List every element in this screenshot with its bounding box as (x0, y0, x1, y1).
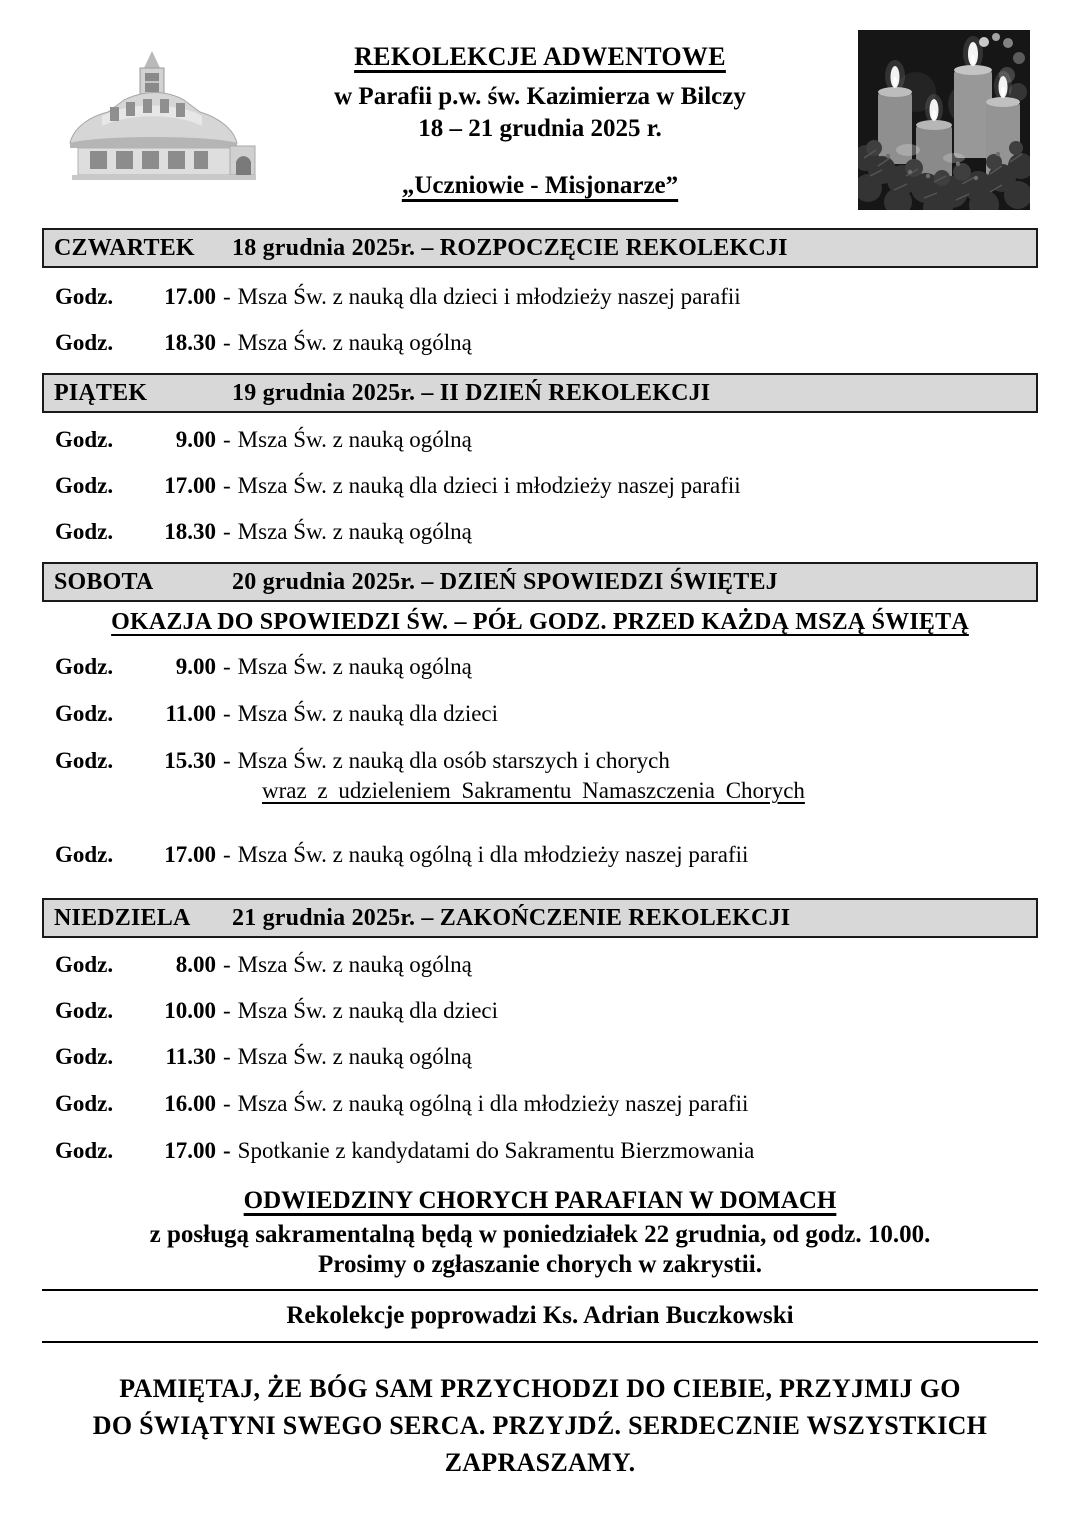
event-description: Msza Św. z nauką ogólną (237, 330, 472, 355)
schedule-row (42, 1136, 1038, 1166)
retreat-leader: Rekolekcje poprowadzi Ks. Adrian Buczkowski (286, 1302, 794, 1329)
section-sobota (42, 562, 1038, 870)
day-banner-text: 20 grudnia 2025r. – DZIEŃ SPOWIEDZI ŚWIĘTEJ (232, 569, 778, 595)
schedule-row (42, 840, 1038, 870)
header (0, 0, 1080, 215)
time-value: 17.00 (164, 473, 216, 498)
event-description: Msza Św. z nauką ogólną (237, 427, 472, 452)
dash: - (223, 1091, 231, 1116)
time-value: 10.00 (164, 998, 216, 1023)
section-piatek (42, 373, 1038, 547)
schedule-row (42, 652, 1038, 682)
retreat-motto: „Uczniowie - Misjonarze” (401, 172, 679, 199)
schedule-row (42, 517, 1038, 547)
event-description-continuation: wraz z udzieleniem Sakramentu Namaszczenia Chorych (262, 778, 805, 803)
closing-invitation (42, 1370, 1038, 1481)
event-description: Msza Św. z nauką ogólną (237, 952, 472, 977)
dash: - (223, 1138, 231, 1163)
dash: - (223, 654, 231, 679)
day-banner-sobota (42, 562, 1038, 602)
confession-note: OKAZJA DO SPOWIEDZI ŚW. – PÓŁ GODZ. PRZED KAŻDĄ MSZĄ ŚWIĘTĄ (111, 609, 969, 635)
day-name: NIEDZIELA (54, 905, 191, 931)
event-description: Msza Św. z nauką ogólną (237, 519, 472, 544)
time-value: 9.00 (175, 654, 216, 679)
schedule-row (42, 328, 1038, 358)
dash: - (223, 701, 231, 726)
dash: - (223, 284, 231, 309)
time-label: Godz. (55, 748, 114, 773)
time-value: 8.00 (175, 952, 216, 977)
event-description: Msza Św. z nauką ogólną (237, 1044, 472, 1069)
event-description: Msza Św. z nauką dla dzieci i młodzieży naszej parafii (237, 284, 741, 309)
dash: - (223, 330, 231, 355)
page-title: REKOLEKCJE ADWENTOWE (354, 42, 726, 71)
day-name: CZWARTEK (54, 235, 195, 261)
schedule (42, 228, 1038, 1481)
dash: - (223, 519, 231, 544)
event-description: Msza Św. z nauką ogólną i dla młodzieży naszej parafii (237, 1091, 749, 1116)
day-banner-czwartek (42, 228, 1038, 268)
home-visits-line: z posługą sakramentalną będą w poniedziałek 22 grudnia, od godz. 10.00. (149, 1221, 931, 1248)
time-label: Godz. (55, 427, 114, 452)
day-banner-niedziela (42, 898, 1038, 938)
time-label: Godz. (55, 519, 114, 544)
date-range: 18 – 21 grudnia 2025 r. (418, 115, 662, 142)
closing-line: DO ŚWIĄTYNI SWEGO SERCA. PRZYJDŹ. SERDECZNIE WSZYSTKICH (92, 1411, 988, 1440)
title-block (268, 42, 812, 200)
day-banner-text: 19 grudnia 2025r. – II DZIEŃ REKOLEKCJI (232, 380, 711, 406)
time-label: Godz. (55, 1044, 114, 1069)
home-visits-line: Prosimy o zgłaszanie chorych w zakrystii. (318, 1251, 762, 1278)
time-label: Godz. (55, 952, 114, 977)
advent-wreath-photo (858, 30, 1030, 210)
time-value: 17.00 (164, 1138, 216, 1163)
time-label: Godz. (55, 1138, 114, 1163)
schedule-row (42, 282, 1038, 312)
schedule-row (42, 950, 1038, 980)
section-czwartek (42, 228, 1038, 358)
time-value: 17.00 (164, 284, 216, 309)
dash: - (223, 1044, 231, 1069)
day-name: PIĄTEK (54, 380, 148, 406)
time-value: 15.30 (164, 748, 216, 773)
schedule-row (42, 1042, 1038, 1072)
closing-line: PAMIĘTAJ, ŻE BÓG SAM PRZYCHODZI DO CIEBIE, PRZYJMIJ GO (119, 1374, 961, 1403)
home-visits-block (42, 1186, 1038, 1280)
schedule-row (42, 471, 1038, 501)
time-value: 17.00 (164, 842, 216, 867)
event-description: Msza Św. z nauką dla dzieci (237, 998, 499, 1023)
schedule-row (42, 425, 1038, 455)
schedule-row (42, 1089, 1038, 1119)
divider-line (42, 1341, 1038, 1343)
event-description: Msza Św. z nauką dla dzieci (237, 701, 499, 726)
dash: - (223, 842, 231, 867)
parish-subtitle: w Parafii p.w. św. Kazimierza w Bilczy (334, 83, 746, 110)
time-label: Godz. (55, 1091, 114, 1116)
event-description: Spotkanie z kandydatami do Sakramentu Bierzmowania (237, 1138, 755, 1163)
event-description: Msza Św. z nauką dla dzieci i młodzieży naszej parafii (237, 473, 741, 498)
day-banner-text: 21 grudnia 2025r. – ZAKOŃCZENIE REKOLEKCJI (232, 905, 791, 931)
event-description: Msza Św. z nauką ogólną i dla młodzieży naszej parafii (237, 842, 749, 867)
dash: - (223, 998, 231, 1023)
time-value: 18.30 (164, 330, 216, 355)
dash: - (223, 748, 231, 773)
dash: - (223, 473, 231, 498)
time-label: Godz. (55, 473, 114, 498)
time-value: 9.00 (175, 427, 216, 452)
day-name: SOBOTA (54, 569, 154, 595)
time-label: Godz. (55, 842, 114, 867)
time-label: Godz. (55, 330, 114, 355)
schedule-row (42, 699, 1038, 729)
divider-line (42, 1289, 1038, 1291)
time-value: 18.30 (164, 519, 216, 544)
time-label: Godz. (55, 701, 114, 726)
event-description: Msza Św. z nauką dla osób starszych i chorych (237, 748, 670, 773)
event-description: Msza Św. z nauką ogólną (237, 654, 472, 679)
section-niedziela (42, 898, 1038, 1166)
schedule-row (42, 996, 1038, 1026)
time-value: 16.00 (164, 1091, 216, 1116)
schedule-row (42, 746, 1038, 806)
time-label: Godz. (55, 284, 114, 309)
home-visits-title: ODWIEDZINY CHORYCH PARAFIAN W DOMACH (243, 1187, 837, 1214)
time-value: 11.30 (165, 1044, 216, 1069)
time-label: Godz. (55, 654, 114, 679)
time-label: Godz. (55, 998, 114, 1023)
dash: - (223, 427, 231, 452)
church-photo (48, 50, 260, 183)
dash: - (223, 952, 231, 977)
closing-line: ZAPRASZAMY. (444, 1448, 636, 1477)
time-value: 11.00 (165, 701, 216, 726)
day-banner-piatek (42, 373, 1038, 413)
day-banner-text: 18 grudnia 2025r. – ROZPOCZĘCIE REKOLEKCJI (232, 235, 788, 261)
